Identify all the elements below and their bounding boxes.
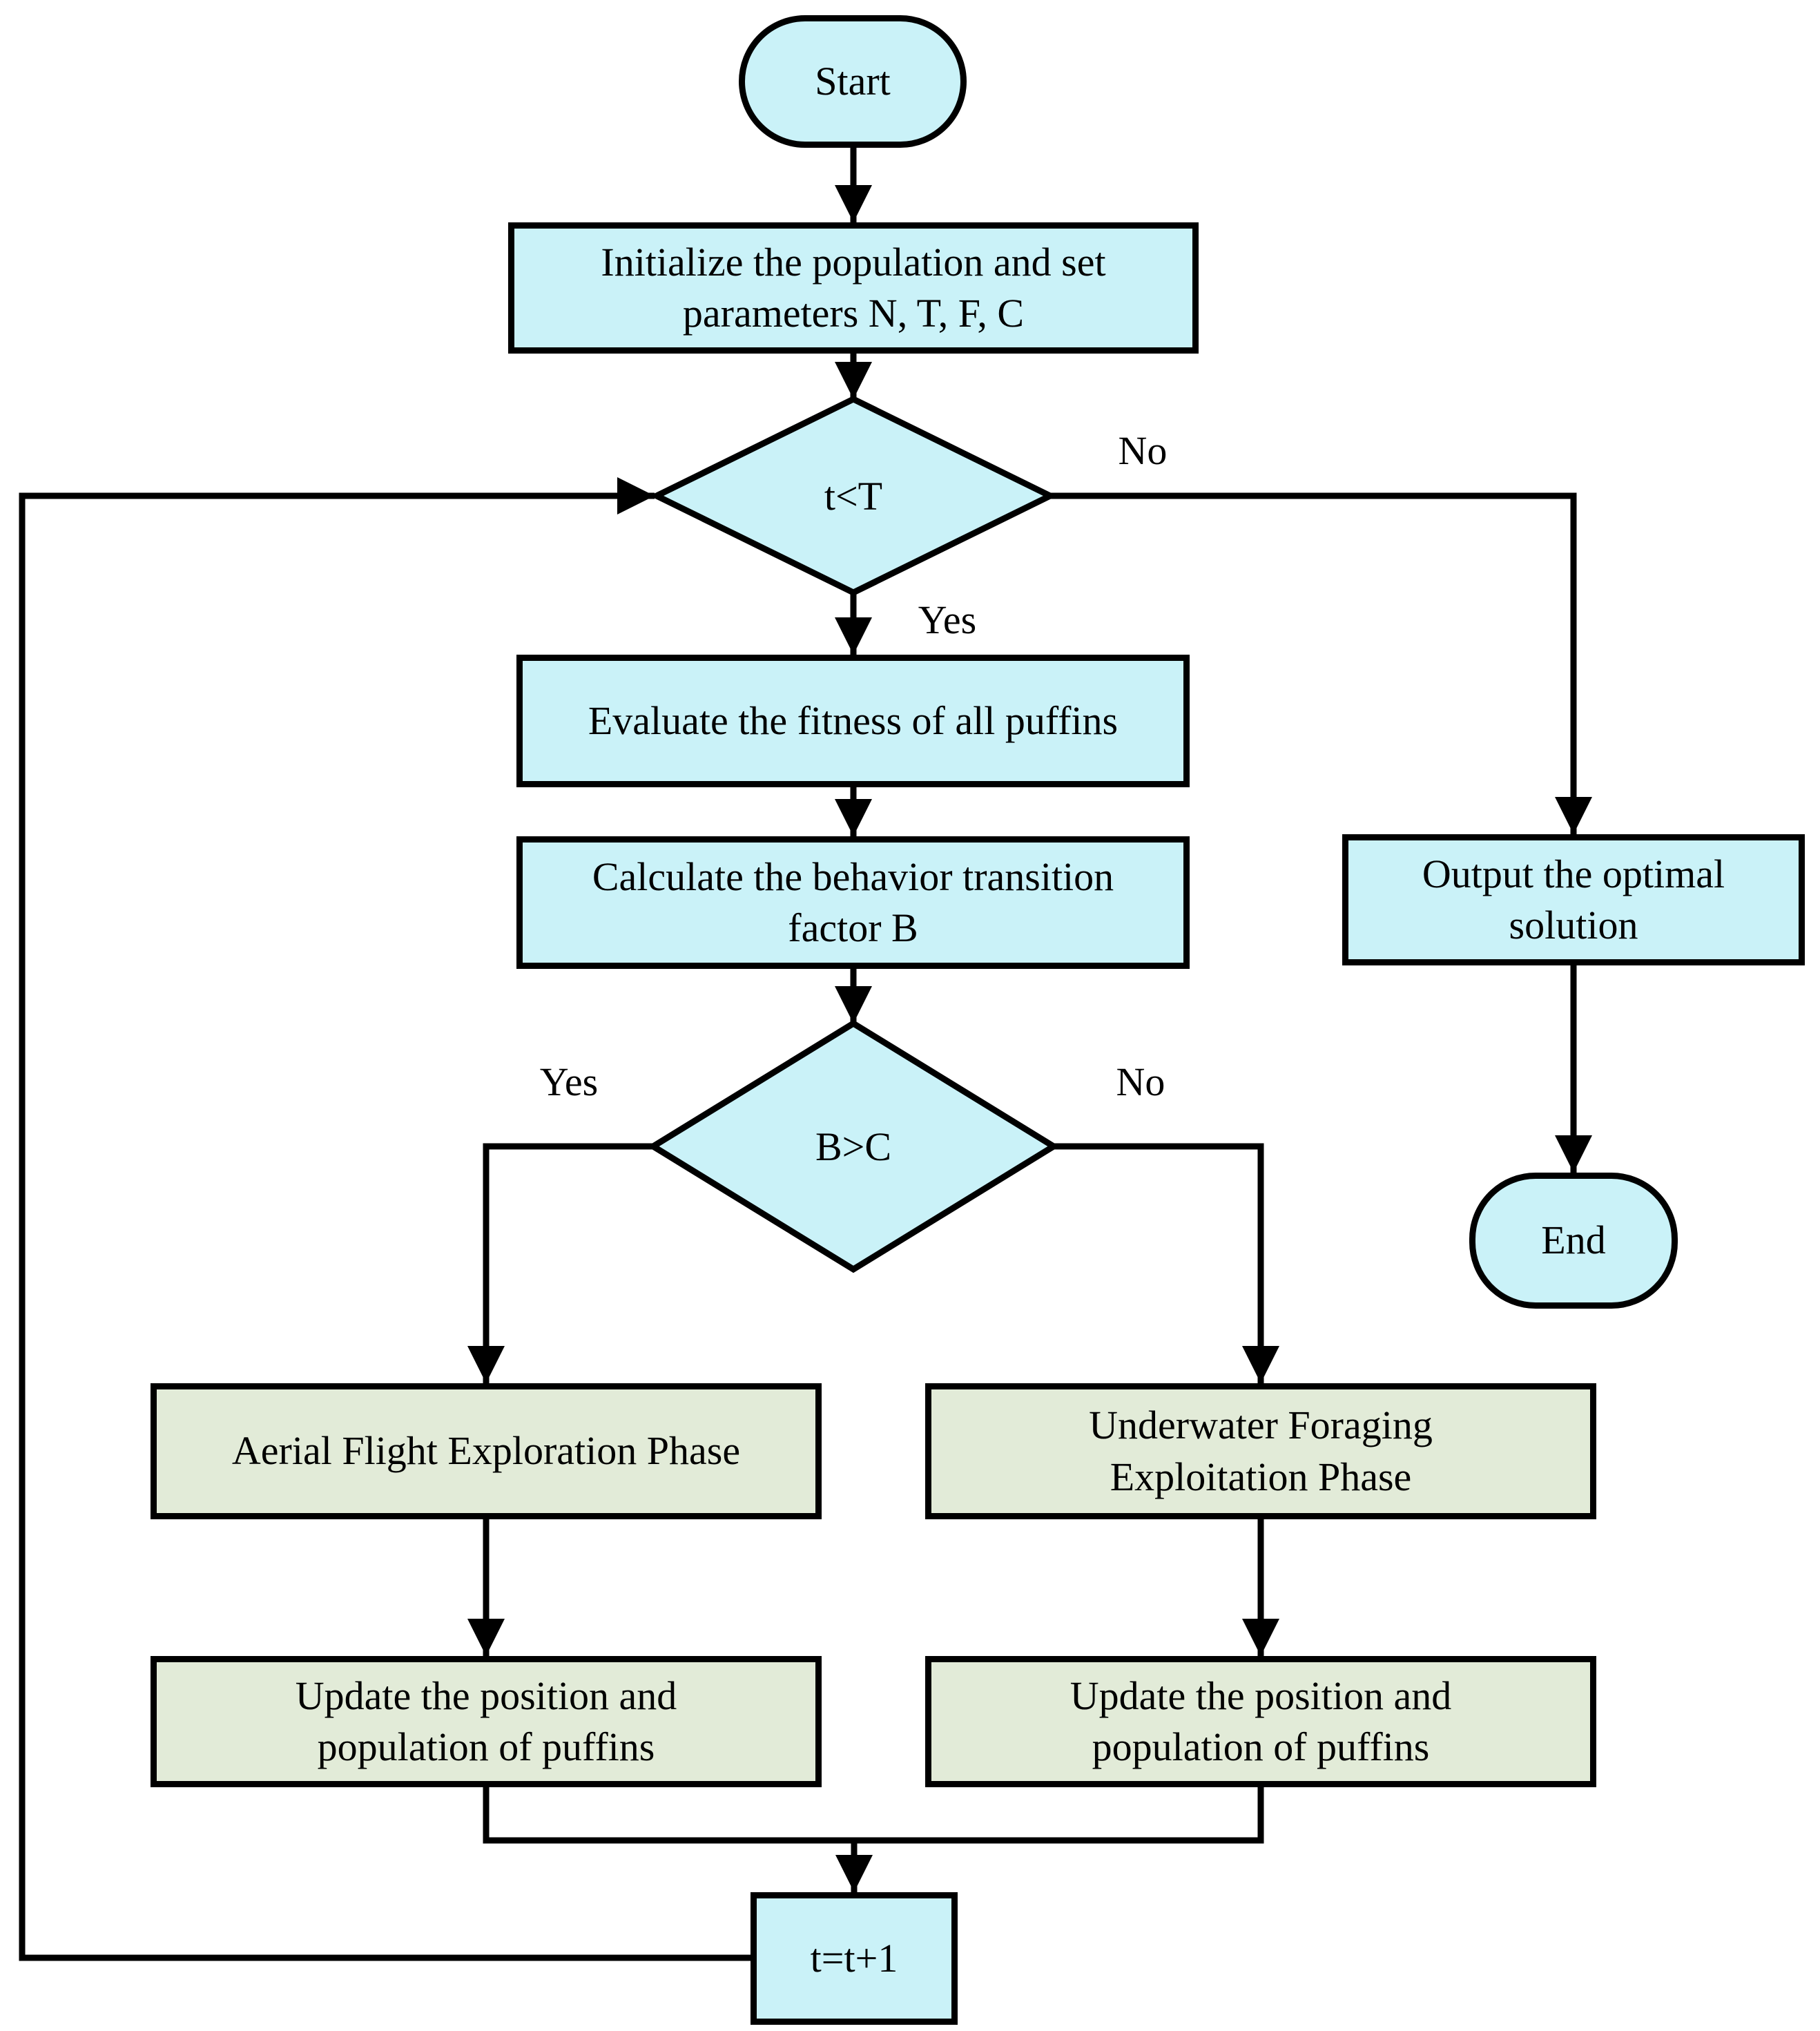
increment-label: t=t+1 [810, 1935, 898, 1981]
aerial-phase-node [151, 1383, 822, 1519]
iteration-decision-label-box [715, 468, 991, 523]
start-node [739, 15, 967, 148]
update-aerial-label: Update the position and population of puffins [295, 1673, 677, 1769]
evaluate-label: Evaluate the fitness of all puffins [588, 697, 1119, 743]
output-label: Output the optimal solution [1422, 851, 1725, 947]
iteration-no-label: No [1118, 427, 1168, 473]
arrowhead-icon [835, 362, 872, 399]
transition-factor-node [516, 836, 1190, 969]
arrowhead-icon [835, 986, 872, 1023]
behavior-yes-label: Yes [539, 1059, 599, 1104]
behavior-no-label: No [1116, 1059, 1165, 1104]
update-underwater-node [925, 1656, 1596, 1787]
arrowhead-icon [1242, 1346, 1279, 1383]
update-aerial-node [151, 1656, 822, 1787]
underwater-phase-node [925, 1383, 1596, 1519]
evaluate-node [516, 655, 1190, 787]
arrowhead-icon [835, 1855, 873, 1892]
update-underwater-label: Update the position and population of puffins [1069, 1673, 1452, 1769]
arrowhead-icon [467, 1619, 505, 1656]
output-node [1342, 834, 1805, 965]
arrowhead-icon [1242, 1619, 1279, 1656]
iteration-decision-label: t<T [824, 473, 883, 519]
transition-factor-label: Calculate the behavior transition factor B [592, 854, 1114, 950]
flow-connector-7 [1054, 1146, 1261, 1383]
end-node [1469, 1173, 1678, 1309]
increment-node [751, 1892, 958, 2025]
arrowhead-icon [1555, 1135, 1592, 1173]
start-label: Start [815, 58, 891, 104]
initialize-label: Initialize the population and set parameters N, T, F, C [601, 239, 1106, 336]
arrowhead-icon [835, 185, 872, 222]
underwater-phase-label: Underwater Foraging Exploitation Phase [1089, 1403, 1433, 1499]
arrowhead-icon [1555, 797, 1592, 834]
arrowhead-icon [835, 617, 872, 655]
behavior-decision-label-box [715, 1119, 991, 1174]
behavior-decision-label: B>C [815, 1124, 892, 1169]
end-label: End [1541, 1217, 1606, 1263]
arrowhead-icon [617, 477, 655, 514]
arrowhead-icon [467, 1346, 505, 1383]
flow-connector-10 [486, 1787, 1261, 1840]
aerial-phase-label: Aerial Flight Exploration Phase [231, 1428, 741, 1474]
arrowhead-icon [835, 799, 872, 836]
iteration-yes-label: Yes [918, 597, 977, 642]
flow-connector-6 [486, 1146, 653, 1383]
initialize-node [508, 222, 1199, 354]
